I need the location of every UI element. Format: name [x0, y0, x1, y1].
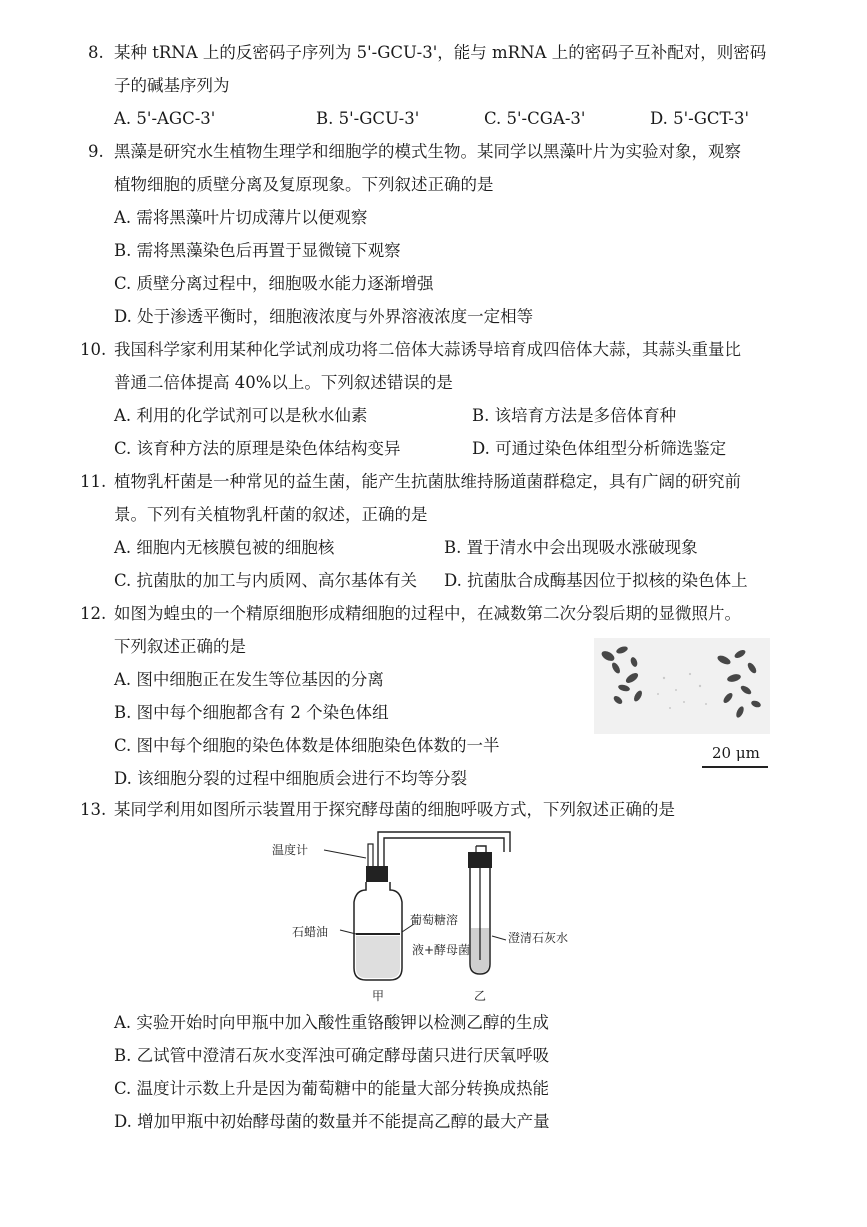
question-13-stem-line1: 某同学利用如图所示装置用于探究酵母菌的细胞呼吸方式，下列叙述正确的是: [114, 800, 675, 819]
question-10-option-b: B. 该培育方法是多倍体育种: [472, 406, 677, 425]
question-13-option-b: B. 乙试管中澄清石灰水变浑浊可确定酵母菌只进行厌氧呼吸: [114, 1046, 550, 1065]
micrograph-image: [594, 638, 770, 734]
question-11-stem-line1: 植物乳杆菌是一种常见的益生菌，能产生抗菌肽维持肠道菌群稳定，具有广阔的研究前: [114, 472, 741, 491]
question-13-number: 13.: [80, 800, 107, 819]
question-8-option-b: B. 5'-GCU-3': [316, 109, 420, 128]
solution-label-line1: 葡萄糖溶: [410, 913, 459, 927]
question-9-option-a: A. 需将黑藻叶片切成薄片以便观察: [114, 208, 368, 227]
fermentation-apparatus-figure: [270, 828, 600, 1006]
question-11-option-d: D. 抗菌肽合成酶基因位于拟核的染色体上: [444, 571, 748, 590]
question-12-option-c: C. 图中每个细胞的染色体数是体细胞染色体数的一半: [114, 736, 500, 755]
paraffin-label: 石蜡油: [292, 925, 329, 939]
question-12-option-d: D. 该细胞分裂的过程中细胞质会进行不均等分裂: [114, 769, 468, 788]
question-12-stem-line1: 如图为蝗虫的一个精原细胞形成精细胞的过程中，在减数第二次分裂后期的显微照片。: [114, 604, 741, 623]
question-8-option-c: C. 5'-CGA-3': [484, 109, 586, 128]
bottle-a-stopper: [366, 866, 388, 882]
question-11-stem-line2: 景。下列有关植物乳杆菌的叙述，正确的是: [114, 505, 428, 524]
question-9-number: 9.: [88, 142, 104, 161]
question-8-number: 8.: [88, 43, 104, 62]
question-11-option-c: C. 抗菌肽的加工与内质网、高尔基体有关: [114, 571, 418, 590]
question-10-option-d: D. 可通过染色体组型分析筛选鉴定: [472, 439, 727, 458]
question-10-option-a: A. 利用的化学试剂可以是秋水仙素: [114, 406, 368, 425]
question-9-stem-line1: 黑藻是研究水生植物生理学和细胞学的模式生物。某同学以黑藻叶片为实验对象，观察: [114, 142, 741, 161]
tube-b-label: 乙: [474, 989, 487, 1003]
question-9-option-b: B. 需将黑藻染色后再置于显微镜下观察: [114, 241, 401, 260]
question-11-option-a: A. 细胞内无核膜包被的细胞核: [114, 538, 335, 557]
question-9-option-c: C. 质壁分离过程中，细胞吸水能力逐渐增强: [114, 274, 434, 293]
question-13-option-a: A. 实验开始时向甲瓶中加入酸性重铬酸钾以检测乙醇的生成: [114, 1013, 549, 1032]
bottle-a-label: 甲: [372, 989, 385, 1003]
question-11-number: 11.: [80, 472, 107, 491]
question-12-number: 12.: [80, 604, 107, 623]
question-9-option-d: D. 处于渗透平衡时，细胞液浓度与外界溶液浓度一定相等: [114, 307, 534, 326]
question-10-stem-line2: 普通二倍体提高 40%以上。下列叙述错误的是: [114, 373, 453, 392]
question-10-number: 10.: [80, 340, 107, 359]
question-10-option-c: C. 该育种方法的原理是染色体结构变异: [114, 439, 401, 458]
question-12-option-b: B. 图中每个细胞都含有 2 个染色体组: [114, 703, 389, 722]
scale-bar: [702, 766, 768, 768]
question-8-option-a: A. 5'-AGC-3': [114, 109, 216, 128]
question-11-option-b: B. 置于清水中会出现吸水涨破现象: [444, 538, 698, 557]
solution-label-line2: 液+酵母菌: [412, 943, 471, 957]
chromosome-micrograph: [594, 638, 770, 734]
question-10-stem-line1: 我国科学家利用某种化学试剂成功将二倍体大蒜诱导培育成四倍体大蒜，其蒜头重量比: [114, 340, 741, 359]
question-13-option-c: C. 温度计示数上升是因为葡萄糖中的能量大部分转换成热能: [114, 1079, 550, 1098]
question-12-option-a: A. 图中细胞正在发生等位基因的分离: [114, 670, 384, 689]
question-9-stem-line2: 植物细胞的质壁分离及复原现象。下列叙述正确的是: [114, 175, 494, 194]
question-8-option-d: D. 5'-GCT-3': [650, 109, 750, 128]
question-8-stem-line2: 子的碱基序列为: [114, 76, 230, 95]
question-13-option-d: D. 增加甲瓶中初始酵母菌的数量并不能提高乙醇的最大产量: [114, 1112, 550, 1131]
tube-b-stopper: [468, 852, 492, 868]
question-12-stem-line2: 下列叙述正确的是: [114, 637, 246, 656]
scale-bar-label: 20 μm: [712, 744, 760, 762]
question-8-stem-line1: 某种 tRNA 上的反密码子序列为 5'-GCU-3'，能与 mRNA 上的密码子互补配对，则密码: [114, 43, 767, 62]
thermometer-label: 温度计: [272, 843, 309, 857]
limewater-label: 澄清石灰水: [508, 931, 569, 945]
